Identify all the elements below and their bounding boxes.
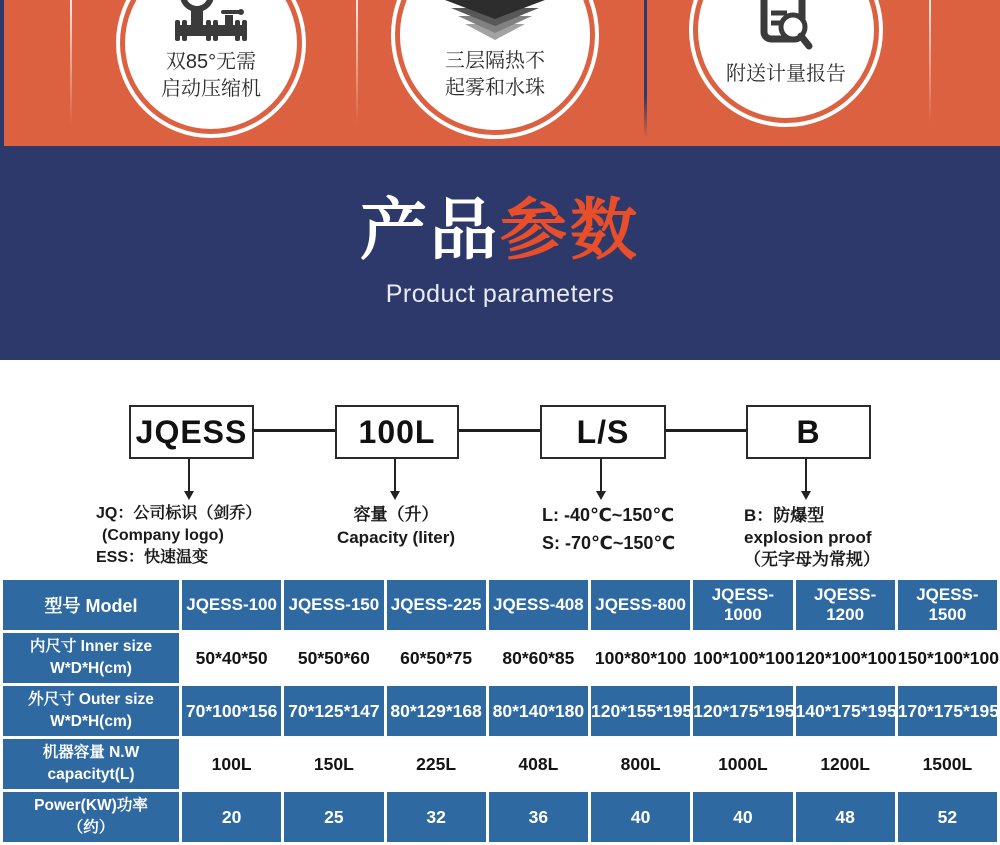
arrow-head [390,491,400,500]
spec-cell: 36 [489,792,588,842]
note-capacity [335,503,457,549]
spec-table-section [0,577,1000,845]
feature-circle-ring [689,0,883,127]
model-column-header: JQESS-225 [387,580,486,630]
model-naming-diagram [0,360,1000,578]
spec-cell: 70*100*156 [182,686,281,736]
row-label-line: 机器容量 N.W [42,744,140,761]
arrow-down [805,459,807,491]
spec-cell: 48 [796,792,895,842]
note-company-logo [96,503,261,569]
spec-cell: 70*125*147 [284,686,383,736]
row-label [3,739,179,789]
spec-cell: 80*140*180 [489,686,588,736]
spec-cell: 20 [182,792,281,842]
spec-cell: 40 [591,792,690,842]
note-line: Capacity (liter) [336,528,456,547]
spec-cell: 40 [693,792,792,842]
model-box-jqess: JQESS [129,405,254,459]
spec-cell: 50*40*50 [182,633,281,683]
note-line: explosion proof [744,528,872,547]
spec-cell: 408L [489,739,588,789]
note-line: （无字母为常规） [744,550,880,569]
model-column-header: JQESS-100 [182,580,281,630]
note-line: ESS：快速温变 [96,549,209,566]
model-column-header: JQESS-1200 [796,580,895,630]
arrow-head [184,491,194,500]
spec-cell: 120*175*195 [693,686,792,736]
model-column-header: JQESS-1000 [693,580,792,630]
spec-cell: 80*60*85 [489,633,588,683]
spec-table-body [3,633,997,842]
spec-cell: 52 [898,792,997,842]
note-line: JQ：公司标识（剑乔） [96,505,262,522]
note-line: L: -40℃~150℃ [542,505,675,525]
spec-cell: 140*175*195 [796,686,895,736]
note-line: 容量（升） [353,505,439,524]
spec-cell: 100*100*100 [693,633,792,683]
model-header-cell: 型号 Model [3,580,179,630]
spec-row [3,739,997,789]
banner-divider-navy [644,0,647,138]
spec-cell: 170*175*195 [898,686,997,736]
row-label-line: W*D*H(cm) [50,660,132,677]
feature-caption-line: 附送计量报告 [726,63,846,85]
arrow-down [188,459,190,491]
spec-cell: 800L [591,739,690,789]
page-title-white: 产品 [360,193,500,268]
feature-banner [0,0,1000,146]
spec-cell: 1500L [898,739,997,789]
row-label [3,686,179,736]
spec-cell: 60*50*75 [387,633,486,683]
row-label-line: （约） [67,819,115,836]
note-explosion-proof [744,505,880,571]
spec-cell: 80*129*168 [387,686,486,736]
note-temp-range [542,501,675,557]
note-line: B：防爆型 [744,506,825,525]
spec-cell: 25 [284,792,383,842]
feature-circle-ring [391,0,599,139]
feature-circle-insulation [400,0,590,130]
model-column-header: JQESS-800 [591,580,690,630]
spec-table [0,577,1000,845]
spec-cell: 150L [284,739,383,789]
spec-cell: 120*155*195 [591,686,690,736]
model-column-header: JQESS-408 [489,580,588,630]
feature-circle-ring [116,0,306,138]
model-box-temp-range: L/S [540,405,666,459]
page-title-accent: 参数 [500,193,640,268]
note-line: S: -70℃~150℃ [542,533,676,553]
spec-cell: 32 [387,792,486,842]
page-subtitle: Product parameters [385,280,615,308]
model-box-capacity: 100L [335,405,459,459]
row-label-line: 内尺寸 Inner size [29,638,153,655]
banner-divider-light-2 [356,0,358,135]
arrow-head [596,491,606,500]
spec-cell: 1000L [693,739,792,789]
banner-divider-light-1 [70,0,72,135]
feature-circle-dual85 [125,0,297,129]
row-label-line: W*D*H(cm) [50,713,132,730]
feature-circle-report [698,0,874,118]
row-label [3,792,179,842]
row-label [3,633,179,683]
connector-line [189,429,806,432]
feature-caption-line: 起雾和水珠 [445,77,545,99]
spec-row [3,686,997,736]
banner-left-navy-strip [0,0,4,146]
feature-caption-line: 三层隔热不 [445,50,545,72]
spec-cell: 100L [182,739,281,789]
model-column-header: JQESS-150 [284,580,383,630]
banner-divider-light-3 [929,0,931,135]
spec-cell: 50*50*60 [284,633,383,683]
spec-cell: 225L [387,739,486,789]
page-title [360,193,640,268]
note-line: (Company logo) [102,527,224,544]
row-label-line: capacityt(L) [47,766,135,783]
model-box-explosion: B [746,405,871,459]
section-title-band [0,146,1000,360]
arrow-head [801,491,811,500]
spec-cell: 100*80*100 [591,633,690,683]
spec-table-head-row [3,580,997,630]
model-column-header: JQESS-1500 [898,580,997,630]
spec-row [3,792,997,842]
spec-cell: 120*100*100 [796,633,895,683]
arrow-down [600,459,602,491]
row-label-line: Power(KW)功率 [34,797,148,814]
spec-row [3,633,997,683]
feature-caption-line: 启动压缩机 [161,78,261,100]
spec-cell: 1200L [796,739,895,789]
arrow-down [394,459,396,491]
feature-caption-line: 双85°无需 [165,51,257,73]
row-label-line: 外尺寸 Outer size [28,691,154,708]
spec-cell: 150*100*100 [898,633,997,683]
